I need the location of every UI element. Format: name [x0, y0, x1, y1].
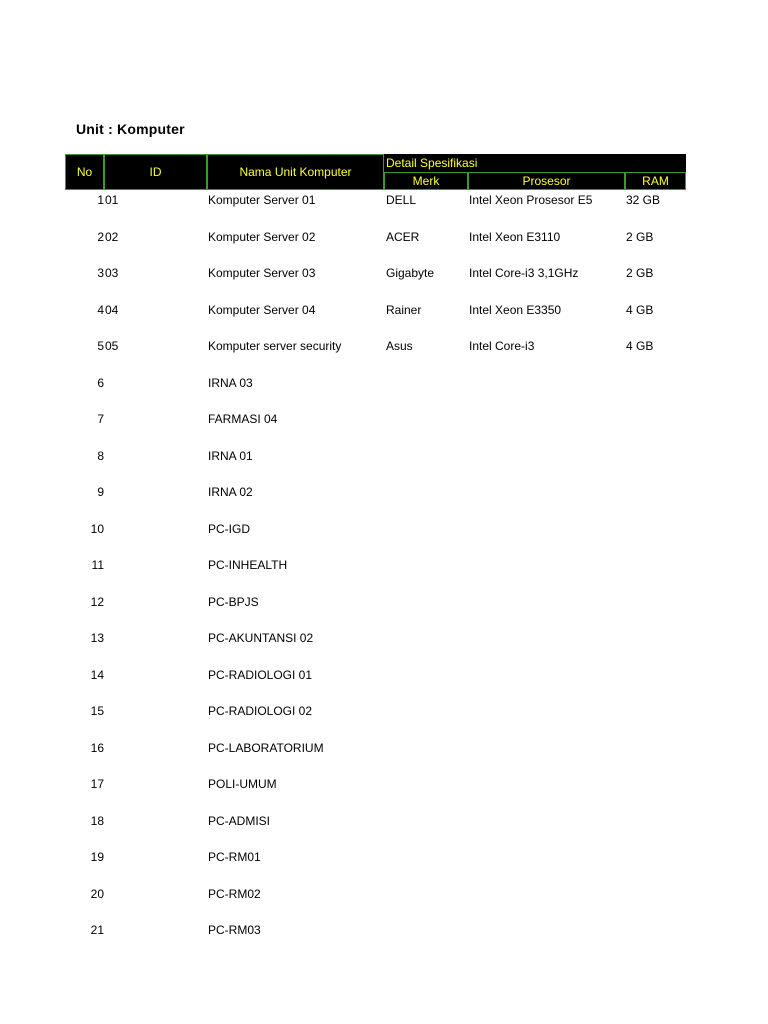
table-row — [0, 373, 768, 393]
cell-nama-unit: PC-RM03 — [208, 923, 261, 937]
cell-prosesor: Intel Core-i3 3,1GHz — [469, 266, 579, 280]
cell-nama-unit: IRNA 01 — [208, 448, 253, 463]
cell-no: 1 — [97, 193, 104, 207]
table-row — [0, 409, 768, 429]
table-row — [0, 519, 768, 539]
table-row — [0, 300, 768, 320]
cell-nama-unit: Komputer Server 03 — [208, 266, 316, 280]
cell-merk: Rainer — [386, 302, 422, 317]
table-row — [0, 263, 768, 283]
cell-nama-unit: PC-BPJS — [208, 594, 259, 609]
cell-merk: DELL — [386, 193, 417, 207]
cell-nama-unit: POLI-UMUM — [208, 777, 277, 791]
header-ram: RAM — [625, 172, 686, 190]
table-row — [0, 884, 768, 904]
cell-ram: 4 GB — [626, 339, 654, 353]
page-title: Unit : Komputer — [76, 121, 185, 137]
cell-merk: ACER — [386, 229, 420, 244]
cell-no: 12 — [90, 594, 104, 609]
cell-no: 17 — [90, 777, 104, 791]
cell-nama-unit: PC-INHEALTH — [208, 558, 288, 572]
cell-prosesor: Intel Xeon E3110 — [469, 229, 561, 244]
cell-no: 6 — [97, 375, 104, 390]
cell-prosesor: Intel Xeon E3350 — [469, 302, 562, 317]
table-row — [0, 847, 768, 867]
table-row — [0, 628, 768, 648]
table-row — [0, 336, 768, 356]
table-row — [0, 446, 768, 466]
cell-no: 8 — [97, 448, 104, 463]
table-row — [0, 592, 768, 612]
cell-nama-unit: PC-RADIOLOGI 01 — [208, 667, 313, 682]
cell-merk: Gigabyte — [386, 266, 435, 280]
header-prosesor: Prosesor — [468, 172, 625, 190]
table-row — [0, 227, 768, 247]
table-row — [0, 555, 768, 575]
cell-ram: 2 GB — [626, 266, 654, 280]
table-row — [0, 920, 768, 940]
cell-no: 13 — [90, 631, 104, 645]
table-row — [0, 190, 768, 210]
cell-prosesor: Intel Core-i3 — [469, 339, 535, 353]
cell-nama-unit: PC-AKUNTANSI 02 — [208, 631, 314, 645]
table-row — [0, 738, 768, 758]
cell-ram: 32 GB — [626, 193, 661, 207]
cell-merk: Asus — [386, 339, 413, 353]
cell-nama-unit: Komputer Server 04 — [208, 302, 316, 317]
cell-nama-unit: PC-RM02 — [208, 886, 261, 901]
cell-nama-unit: IRNA 02 — [208, 485, 253, 499]
cell-prosesor: Intel Xeon Prosesor E5 — [469, 193, 593, 207]
cell-nama-unit: PC-RADIOLOGI 02 — [208, 704, 313, 718]
cell-no: 2 — [97, 229, 104, 244]
cell-nama-unit: Komputer Server 02 — [208, 229, 316, 244]
cell-id: 01 — [105, 193, 119, 207]
cell-no: 14 — [90, 667, 104, 682]
cell-nama-unit: Komputer Server 01 — [208, 193, 316, 207]
cell-no: 19 — [90, 850, 104, 864]
table-row — [0, 701, 768, 721]
cell-no: 7 — [97, 412, 104, 426]
cell-no: 16 — [90, 740, 104, 755]
cell-id: 03 — [105, 266, 119, 280]
cell-id: 05 — [105, 339, 119, 353]
cell-id: 02 — [105, 229, 119, 244]
header-nama-unit: Nama Unit Komputer — [207, 154, 384, 190]
cell-nama-unit: PC-IGD — [208, 521, 250, 536]
cell-nama-unit: Komputer server security — [208, 339, 342, 353]
cell-id: 04 — [105, 302, 119, 317]
table-row — [0, 774, 768, 794]
cell-no: 3 — [97, 266, 104, 280]
cell-nama-unit: PC-LABORATORIUM — [208, 740, 324, 755]
header-merk: Merk — [384, 172, 468, 190]
cell-no: 4 — [97, 302, 104, 317]
table-row — [0, 811, 768, 831]
cell-nama-unit: PC-ADMISI — [208, 813, 271, 828]
cell-no: 10 — [90, 521, 104, 536]
cell-nama-unit: PC-RM01 — [208, 850, 261, 864]
header-no: No — [65, 154, 104, 190]
cell-nama-unit: FARMASI 04 — [208, 412, 278, 426]
cell-no: 18 — [90, 813, 104, 828]
cell-no: 11 — [91, 558, 104, 572]
cell-no: 20 — [90, 886, 104, 901]
table-row — [0, 665, 768, 685]
cell-no: 5 — [97, 339, 104, 353]
cell-no: 21 — [90, 923, 104, 937]
cell-no: 15 — [90, 704, 104, 718]
table-row — [0, 482, 768, 502]
cell-ram: 2 GB — [626, 229, 654, 244]
cell-nama-unit: IRNA 03 — [208, 375, 253, 390]
header-id: ID — [104, 154, 207, 190]
cell-no: 9 — [97, 485, 104, 499]
header-detail-spesifikasi: Detail Spesifikasi — [384, 154, 686, 172]
cell-ram: 4 GB — [626, 302, 654, 317]
